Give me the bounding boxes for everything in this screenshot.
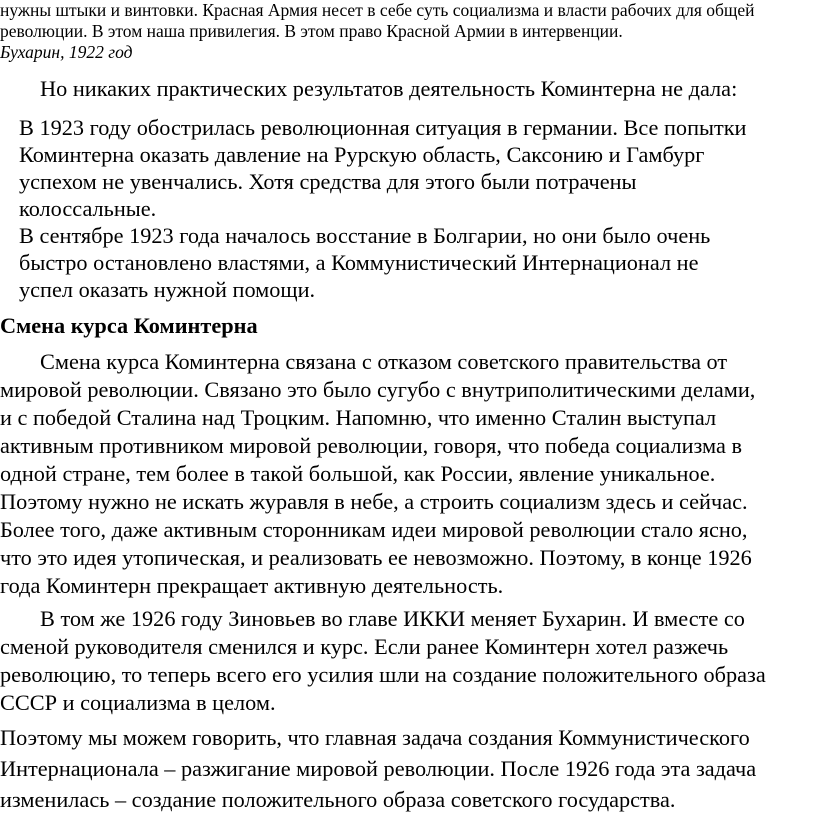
quote-author: Бухарин, 1922 год	[0, 42, 133, 62]
paragraph-line: одной стране, тем более в такой большой, как России, явление уникальное.	[0, 461, 716, 486]
quote-line-2: революции. В этом наша привилегия. В этом право Красной Армии в интервенции.	[0, 21, 623, 41]
conclusion-line: Интернационала – разжигание мировой революции. После 1926 года эта задача	[0, 756, 757, 781]
paragraph-line: мировой революции. Связано это было сугубо с внутриполитическими делами,	[0, 377, 756, 402]
paragraph-line: СССР и социализма в целом.	[0, 690, 276, 715]
block-line: В 1923 году обострилась революционная ситуация в германии. Все попытки	[19, 115, 747, 140]
paragraph-line: и с победой Сталина над Троцким. Напомню, что именно Сталин выступал	[0, 405, 717, 430]
block-line: Коминтерна оказать давление на Рурскую область, Саксонию и Гамбург	[19, 142, 705, 167]
block-line: быстро остановлено властями, а Коммунистический Интернационал не	[19, 250, 699, 275]
paragraph-line: сменой руководителя сменился и курс. Если ранее Коминтерн хотел разжечь	[0, 634, 729, 659]
conclusion-line: изменилась – создание положительного образа советского государства.	[0, 787, 676, 812]
paragraph-line: В том же 1926 году Зиновьев во главе ИККИ меняет Бухарин. И вместе со	[40, 606, 745, 631]
paragraph-line: года Коминтерн прекращает активную деятельность.	[0, 573, 504, 598]
paragraph-line: Смена курса Коминтерна связана с отказом советского правительства от	[40, 349, 728, 374]
paragraph-line: революцию, то теперь всего его усилия шли на создание положительного образа	[0, 662, 766, 687]
block-line: успехом не увенчались. Хотя средства для этого были потрачены	[19, 169, 637, 194]
section-heading: Смена курса Коминтерна	[0, 313, 258, 338]
block-line: успел оказать нужной помощи.	[19, 277, 316, 302]
paragraph-line: активным противником мировой революции, говоря, что победа социализма в	[0, 433, 742, 458]
lead-text: Но никаких практических результатов деятельность Коминтерна не дала:	[40, 76, 738, 101]
block-line: В сентябре 1923 года началось восстание в Болгарии, но они было очень	[19, 223, 711, 248]
quote-line-1: нужны штыки и винтовки. Красная Армия несет в себе суть социализма и власти рабочих для общей	[0, 0, 755, 20]
paragraph-line: что это идея утопическая, и реализовать ее невозможно. Поэтому, в конце 1926	[0, 545, 752, 570]
block-line: колоссальные.	[19, 196, 157, 221]
paragraph-line: Поэтому нужно не искать журавля в небе, а строить социализм здесь и сейчас.	[0, 489, 748, 514]
paragraph-line: Более того, даже активным сторонникам идеи мировой революции стало ясно,	[0, 517, 748, 542]
conclusion-line: Поэтому мы можем говорить, что главная задача создания Коммунистического	[0, 725, 750, 750]
